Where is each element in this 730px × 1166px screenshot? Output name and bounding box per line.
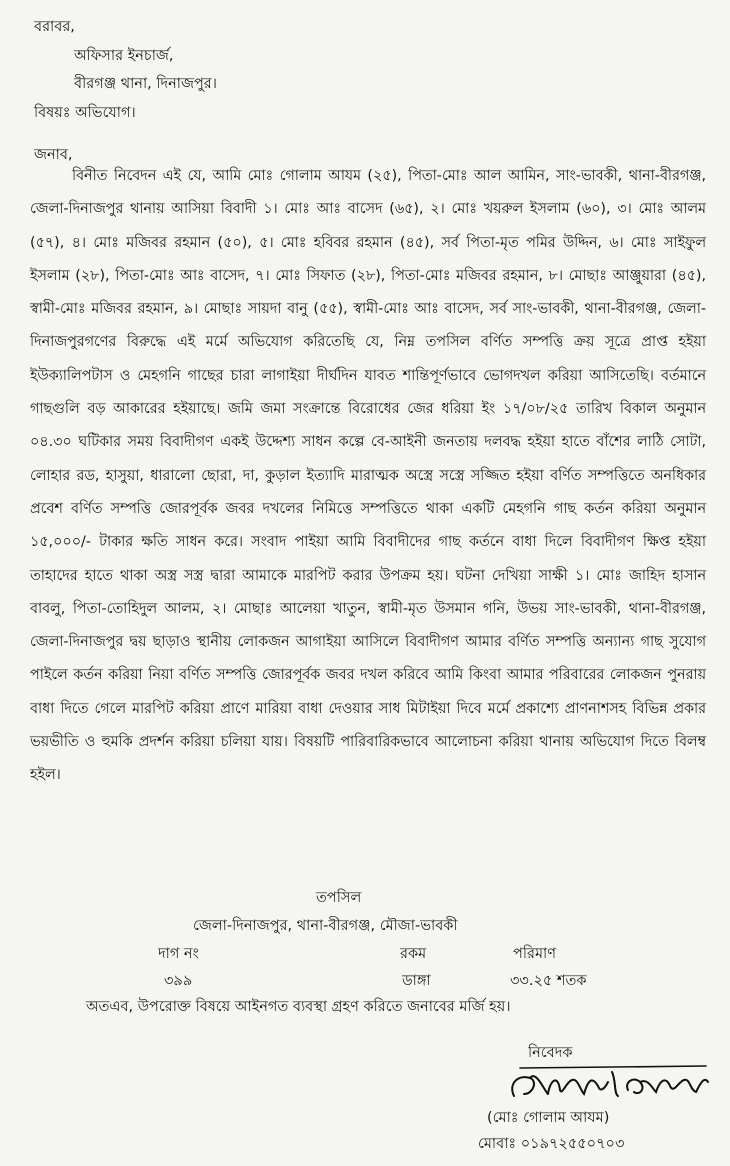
subject-line: বিষয়ঃ অভিযোগ। [34, 105, 136, 121]
schedule-header-plot: দাগ নং [158, 946, 199, 962]
closing-request: অতএব, উপরোক্ত বিষয়ে আইনগত ব্যবস্থা গ্রহণ করিতে জনাবের মর্জি হয়। [86, 999, 511, 1015]
recipient-title: অফিসার ইনচার্জ, [74, 48, 174, 64]
schedule-value-plot: ৩৯৯ [164, 973, 193, 989]
signer-name: (মোঃ গোলাম আযম) [487, 1110, 610, 1126]
addressee-label: বরাবর, [34, 19, 75, 35]
schedule-header-type: রকম [400, 946, 427, 962]
schedule-header-amount: পরিমাণ [513, 946, 556, 962]
handwritten-signature [500, 1060, 715, 1106]
schedule-value-type: ডাঙ্গা [402, 973, 431, 989]
schedule-location: জেলা-দিনাজপুর, থানা-বীরগঞ্জ, মৌজা-ভাবকী [193, 918, 458, 934]
salutation: জনাব, [34, 147, 73, 163]
schedule-value-amount: ৩৩.২৫ শতক [510, 973, 587, 989]
complaint-body: বিনীত নিবেদন এই যে, আমি মোঃ গোলাম আযম (২৫), পিতা-মোঃ আল আমিন, সাং-ভাবকী, থানা-বীরগঞ্জ, জেলা-দিনাজপুর থানায় আসিয়া বিবাদী ১। মোঃ আঃ বাসেদ (৬৫), ২। মোঃ খয়রুল ইসলাম (৬০), ৩। মোঃ আলম (৫৭), ৪। মোঃ মজিবর রহমান (৫০), ৫। মোঃ হবিবর রহমান (৪৫), সর্ব পিতা-মৃত পমির উদ্দিন, ৬। মোঃ সাইফুল ইসলাম (২৮), পিতা-মোঃ আঃ বাসেদ, ৭। মোঃ সিফাত (২৮), পিতা-মোঃ মজিবর রহমান, ৮। মোছাঃ আঞ্জুয়ারা (৪৫), স্বামী-মোঃ মজিবর রহমান, ৯। মোছাঃ সায়দা বানু (৫৫), স্বামী-মোঃ আঃ বাসেদ, সর্ব সাং-ভাবকী, থানা-বীরগঞ্জ, জেলা-দিনাজপুরগণের বিরুদ্ধে এই মর্মে অভিযোগ করিতেছি যে, নিম্ন তপসিল বর্ণিত সম্পত্তি ক্রয় সূত্রে প্রাপ্ত হইয়া ইউক্যালিপটাস ও মেহগনি গাছের চারা লাগাইয়া দীর্ঘদিন যাবত শান্তিপূর্ণভাবে ভোগদখল করিয়া আসিতেছি। বর্তমানে গাছগুলি বড় আকারের হইয়াছে। জমি জমা সংক্রান্তে বিরোধের জের ধরিয়া ইং ১৭/০৮/২৫ তারিখ বিকাল অনুমান ০৪.৩০ ঘটিকার সময় বিবাদীগণ একই উদ্দেশ্য সাধন কল্পে বে-আইনী জনতায় দলবদ্ধ হইয়া হাতে বাঁশের লাঠি সোটা, লোহার রড, হাসুয়া, ধারালো ছোরা, দা, কুড়াল ইত্যাদি মারাত্মক অস্ত্রে সস্ত্রে সজ্জিত হইয়া বর্ণিত সম্পত্তিতে অনধিকার প্রবেশ বর্ণিত সম্পত্তি জোরপূর্বক জবর দখলের নিমিত্তে সম্পত্তিতে থাকা একটি মেহগনি গাছ কর্তন করিয়া অনুমান ১৫,০০০/- টাকার ক্ষতি সাধন করে। সংবাদ পাইয়া আমি বিবাদীদের গাছ কর্তনে বাধা দিলে বিবাদীগণ ক্ষিপ্ত হইয়া তাহাদের হাতে থাকা অস্ত্র সস্ত্র দ্বারা আমাকে মারপিট করার উপক্রম হয়। ঘটনা দেখিয়া সাক্ষী ১। মোঃ জাহিদ হাসান বাবলু, পিতা-তোহিদুল আলম, ২। মোছাঃ আলেয়া খাতুন, স্বামী-মৃত উসমান গনি, উভয় সাং-ভাবকী, থানা-বীরগঞ্জ, জেলা-দিনাজপুর দ্বয় ছাড়াও স্থানীয় লোকজন আগাইয়া আসিলে বিবাদীগণ আমার বর্ণিত সম্পত্তি অন্যান্য গাছ সুযোগ পাইলে কর্তন করিয়া নিয়া বর্ণিত সম্পত্তি জোরপূর্বক জবর দখল করিবে আমি কিংবা আমার পরিবারের লোকজন পুনরায় বাধা দিতে গেলে মারপিট করিয়া প্রাণে মারিয়া বাধা দেওয়ার সাধ মিটাইয়া দিবে মর্মে প্রকাশ্যে প্রাণনাশসহ বিভিন্ন প্রকার ভয়ভীতি ও হুমকি প্রদর্শন করিয়া চলিয়া যায়। বিষয়টি পারিবারিকভাবে আলোচনা করিয়া থানায় অভিযোগ দিতে বিলম্ব হইল। [30, 168, 707, 784]
signer-mobile: মোবাঃ ০১৯৭২৫৫০৭০৩ [478, 1136, 625, 1152]
recipient-address: বীরগঞ্জ থানা, দিনাজপুর। [74, 76, 217, 92]
schedule-title: তপসিল [316, 890, 362, 906]
signoff-label: নিবেদক [528, 1045, 573, 1061]
